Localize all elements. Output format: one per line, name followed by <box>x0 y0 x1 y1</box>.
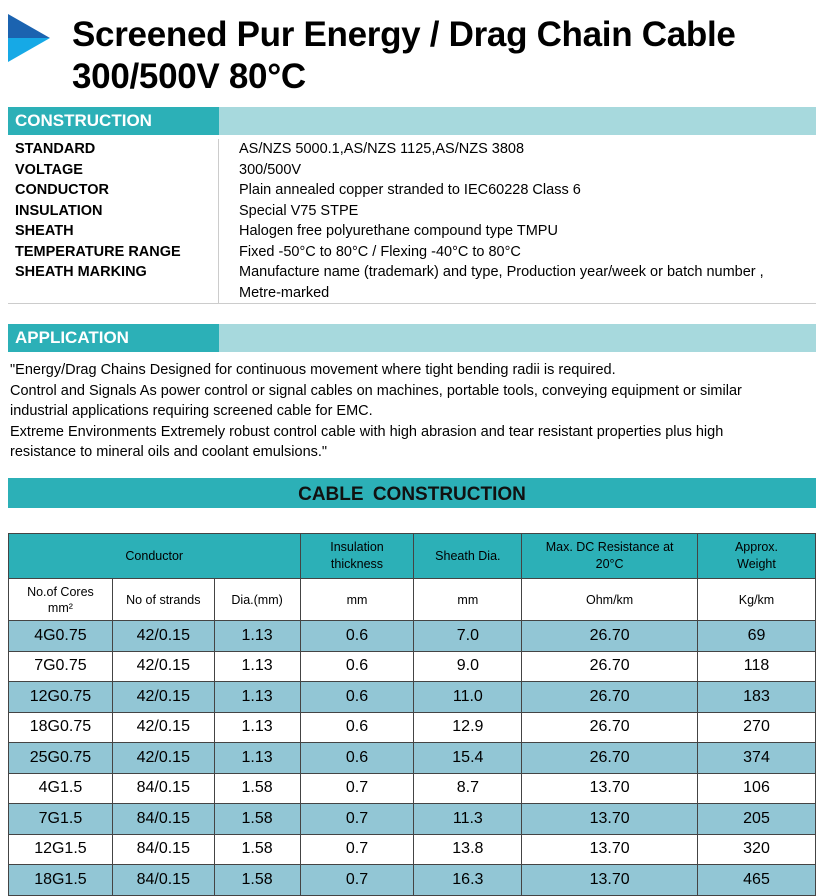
spec-value: Fixed -50°C to 80°C / Flexing -40°C to 80°C <box>239 243 521 260</box>
table-cell: 270 <box>698 712 816 743</box>
table-cell: 1.58 <box>214 834 300 865</box>
spec-value: Halogen free polyurethane compound type TMPU <box>239 223 558 239</box>
table-cell: 12.9 <box>414 712 522 743</box>
spec-label: INSULATION <box>8 201 219 222</box>
cable-construction-table <box>8 533 816 896</box>
table-cell: 7.0 <box>414 621 522 652</box>
subheader-cell: Ohm/km <box>522 579 698 621</box>
table-cell: 0.7 <box>300 865 414 896</box>
cable-construction-title: CABLE CONSTRUCTION <box>8 478 816 508</box>
application-line: "Energy/Drag Chains Designed for continuous movement where tight bending radii is required. <box>10 362 616 378</box>
spec-value: AS/NZS 5000.1,AS/NZS 1125,AS/NZS 3808 <box>239 141 525 157</box>
table-cell: 18G1.5 <box>9 865 113 896</box>
table-cell: 26.70 <box>522 621 698 652</box>
table-cell: 42/0.15 <box>112 743 214 774</box>
table-cell: 1.58 <box>214 773 300 804</box>
table-cell: 26.70 <box>522 712 698 743</box>
table-cell: 183 <box>698 682 816 713</box>
spec-row <box>8 201 816 222</box>
table-row <box>9 773 816 804</box>
application-text <box>10 360 810 463</box>
table-cell: 15.4 <box>414 743 522 774</box>
table-cell: 18G0.75 <box>9 712 113 743</box>
table-row <box>9 712 816 743</box>
table-cell: 7G0.75 <box>9 651 113 682</box>
application-line: Extreme Environments Extremely robust control cable with high abrasion and tear resistant properties plus high <box>10 423 724 440</box>
table-cell: 1.13 <box>214 621 300 652</box>
table-cell: 0.6 <box>300 712 414 743</box>
spec-value: Special V75 STPE <box>239 202 359 219</box>
spec-row <box>8 221 816 242</box>
table-cell: 84/0.15 <box>112 834 214 865</box>
table-cell: 1.13 <box>214 682 300 713</box>
table-row <box>9 651 816 682</box>
table-cell: 0.6 <box>300 651 414 682</box>
application-heading-bar: APPLICATION <box>8 324 816 352</box>
subheader-cell: Dia.(mm) <box>214 579 300 621</box>
table-row <box>9 804 816 835</box>
table-cell: 7G1.5 <box>9 804 113 835</box>
table-cell: 320 <box>698 834 816 865</box>
table-row <box>9 621 816 652</box>
table-cell: 13.70 <box>522 773 698 804</box>
logo-triangle-icon <box>8 14 50 62</box>
table-cell: 0.7 <box>300 773 414 804</box>
table-cell: 26.70 <box>522 651 698 682</box>
spec-label: TEMPERATURE RANGE <box>8 242 219 263</box>
table-cell: 0.6 <box>300 682 414 713</box>
table-cell: 84/0.15 <box>112 865 214 896</box>
spec-value: Plain annealed copper stranded to IEC60228 Class 6 <box>239 182 581 198</box>
subheader-cell: mm <box>300 579 414 621</box>
application-line: Control and Signals As power control or signal cables on machines, portable tools, conveying equipment or similar <box>10 382 742 399</box>
table-row <box>9 743 816 774</box>
table-cell: 9.0 <box>414 651 522 682</box>
table-cell: 0.7 <box>300 804 414 835</box>
spec-label: STANDARD <box>8 139 219 160</box>
table-cell: 84/0.15 <box>112 773 214 804</box>
table-cell: 1.58 <box>214 804 300 835</box>
table-cell: 13.70 <box>522 834 698 865</box>
table-cell: 118 <box>698 651 816 682</box>
table-cell: 11.3 <box>414 804 522 835</box>
table-cell: 4G0.75 <box>9 621 113 652</box>
spec-label: CONDUCTOR <box>8 180 219 201</box>
header-conductor: Conductor <box>9 534 301 579</box>
table-row <box>9 682 816 713</box>
table-row <box>9 865 816 896</box>
spec-label: SHEATH <box>8 221 219 242</box>
construction-spec-table <box>8 139 816 304</box>
table-cell: 374 <box>698 743 816 774</box>
table-cell: 12G0.75 <box>9 682 113 713</box>
spec-row <box>8 139 816 160</box>
table-cell: 0.6 <box>300 621 414 652</box>
subheader-cell: No of strands <box>112 579 214 621</box>
table-cell: 13.70 <box>522 804 698 835</box>
table-cell: 1.13 <box>214 651 300 682</box>
table-cell: 13.70 <box>522 865 698 896</box>
subheader-cell: Kg/km <box>698 579 816 621</box>
table-cell: 42/0.15 <box>112 651 214 682</box>
page-title: Screened Pur Energy / Drag Chain Cable 300/500V 80°C <box>72 15 736 96</box>
spec-label: VOLTAGE <box>8 160 219 181</box>
table-cell: 4G1.5 <box>9 773 113 804</box>
header-resistance: Max. DC Resistance at 20°C <box>522 534 698 579</box>
application-line: resistance to mineral oils and coolant emulsions." <box>10 444 328 460</box>
table-cell: 42/0.15 <box>112 682 214 713</box>
table-cell: 26.70 <box>522 682 698 713</box>
table-cell: 8.7 <box>414 773 522 804</box>
construction-heading-bar: CONSTRUCTION <box>8 107 816 135</box>
table-cell: 1.13 <box>214 712 300 743</box>
table-cell: 11.0 <box>414 682 522 713</box>
spec-row <box>8 242 816 263</box>
subheader-cell: No.of Cores mm² <box>9 579 113 621</box>
table-cell: 1.13 <box>214 743 300 774</box>
table-cell: 205 <box>698 804 816 835</box>
table-cell: 42/0.15 <box>112 621 214 652</box>
table-cell: 0.7 <box>300 834 414 865</box>
table-cell: 1.58 <box>214 865 300 896</box>
spec-value: Manufacture name (trademark) and type, Production year/week or batch number , Metre-marked <box>239 264 764 301</box>
table-cell: 16.3 <box>414 865 522 896</box>
application-line: industrial applications requiring screened cable for EMC. <box>10 403 373 419</box>
table-cell: 465 <box>698 865 816 896</box>
table-cell: 12G1.5 <box>9 834 113 865</box>
table-cell: 42/0.15 <box>112 712 214 743</box>
table-cell: 26.70 <box>522 743 698 774</box>
table-cell: 25G0.75 <box>9 743 113 774</box>
table-cell: 106 <box>698 773 816 804</box>
table-cell: 69 <box>698 621 816 652</box>
table-row <box>9 834 816 865</box>
spec-value: 300/500V <box>239 161 302 178</box>
header-weight: Approx. Weight <box>698 534 816 579</box>
spec-label: SHEATH MARKING <box>8 262 219 303</box>
table-cell: 0.6 <box>300 743 414 774</box>
spec-row <box>8 180 816 201</box>
spec-row <box>8 160 816 181</box>
header-insulation: Insulation thickness <box>300 534 414 579</box>
table-cell: 84/0.15 <box>112 804 214 835</box>
spec-row <box>8 262 816 303</box>
subheader-cell: mm <box>414 579 522 621</box>
header-sheath: Sheath Dia. <box>414 534 522 579</box>
table-cell: 13.8 <box>414 834 522 865</box>
